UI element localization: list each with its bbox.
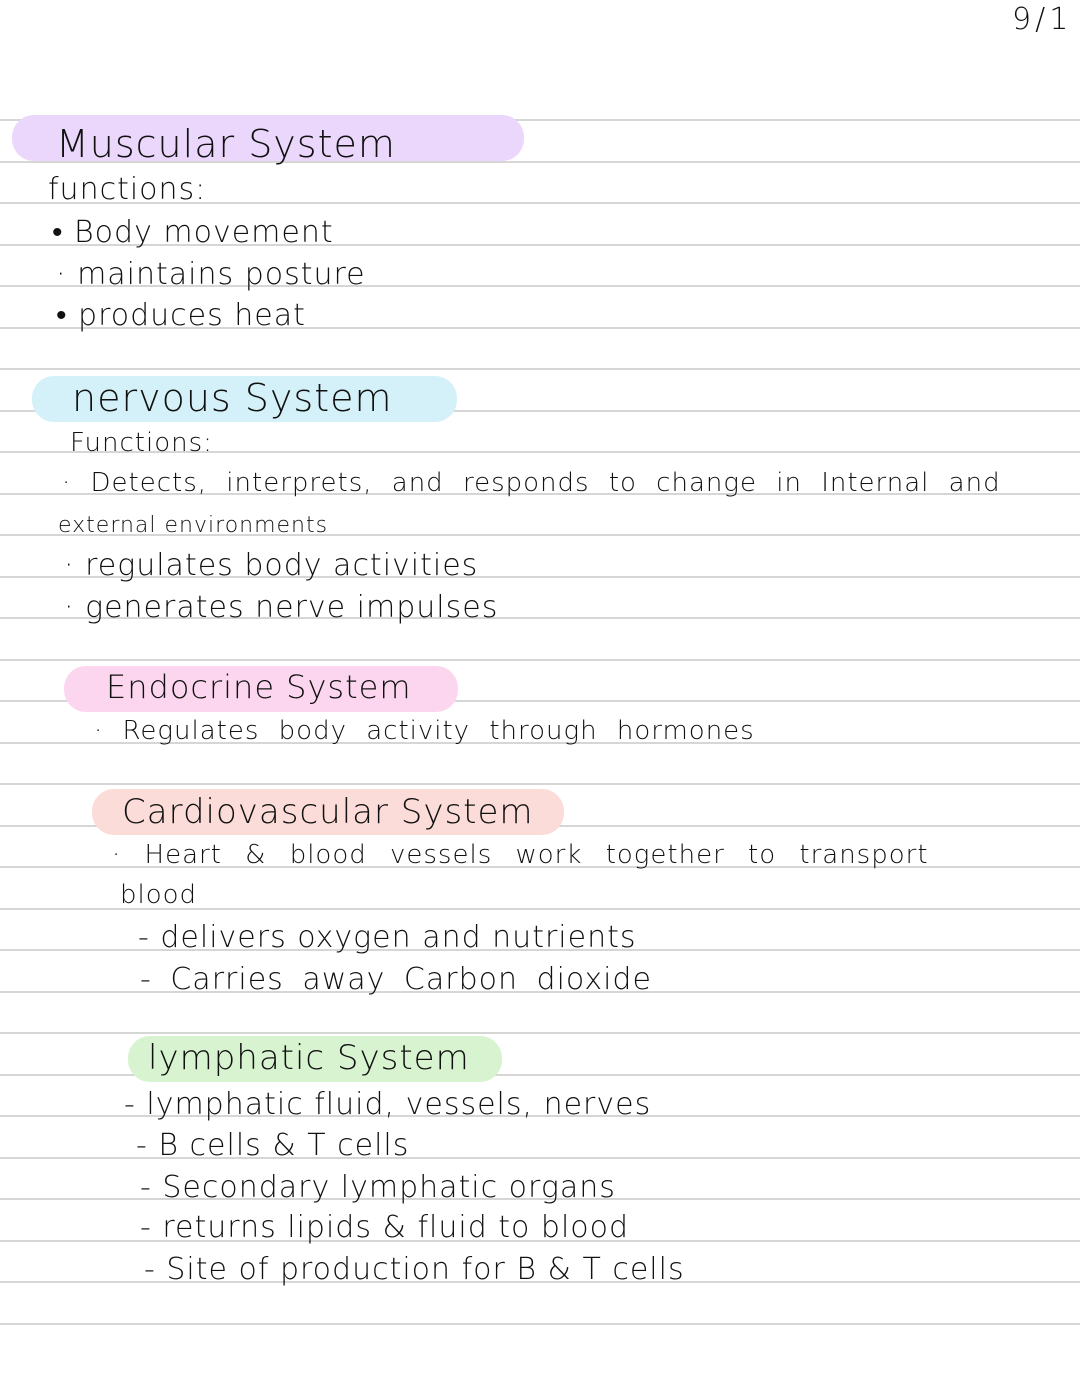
rule-line	[0, 1323, 1080, 1325]
nervous-item: · regulates body activities	[64, 548, 479, 583]
cardiovascular-item: - Carries away Carbon dioxide	[140, 962, 652, 997]
cardiovascular-title: Cardiovascular System	[122, 792, 534, 832]
page-date: 9/1	[1012, 2, 1073, 37]
muscular-item: • Body movement	[52, 215, 334, 250]
rule-line	[0, 783, 1080, 785]
lymphatic-item: - B cells & T cells	[136, 1128, 410, 1163]
lymphatic-title: lymphatic System	[148, 1038, 470, 1078]
endocrine-title: Endocrine System	[106, 668, 412, 706]
muscular-item: · maintains posture	[56, 257, 366, 292]
endocrine-item: · Regulates body activity through hormones	[94, 716, 755, 746]
nervous-label: Functions:	[70, 428, 213, 458]
muscular-item: • produces heat	[56, 298, 306, 333]
muscular-title: Muscular System	[56, 122, 396, 166]
nervous-item: external environments	[58, 513, 329, 538]
lymphatic-item: - lymphatic fluid, vessels, nerves	[124, 1087, 652, 1122]
cardiovascular-item: · Heart & blood vessels work together to transport	[112, 840, 929, 870]
nervous-title: nervous System	[72, 376, 393, 420]
cardiovascular-item: blood	[120, 880, 198, 910]
lymphatic-item: - Site of production for B & T cells	[144, 1252, 685, 1287]
lymphatic-item: - Secondary lymphatic organs	[140, 1170, 616, 1205]
lymphatic-item: - returns lipids & fluid to blood	[140, 1210, 630, 1245]
rule-line	[0, 368, 1080, 370]
rule-line	[0, 1032, 1080, 1034]
muscular-label: functions:	[48, 172, 207, 207]
rule-line	[0, 659, 1080, 661]
cardiovascular-item: - delivers oxygen and nutrients	[138, 920, 637, 955]
nervous-item: · Detects, interprets, and responds to change in Internal and	[62, 468, 1001, 498]
nervous-item: · generates nerve impulses	[64, 590, 499, 625]
